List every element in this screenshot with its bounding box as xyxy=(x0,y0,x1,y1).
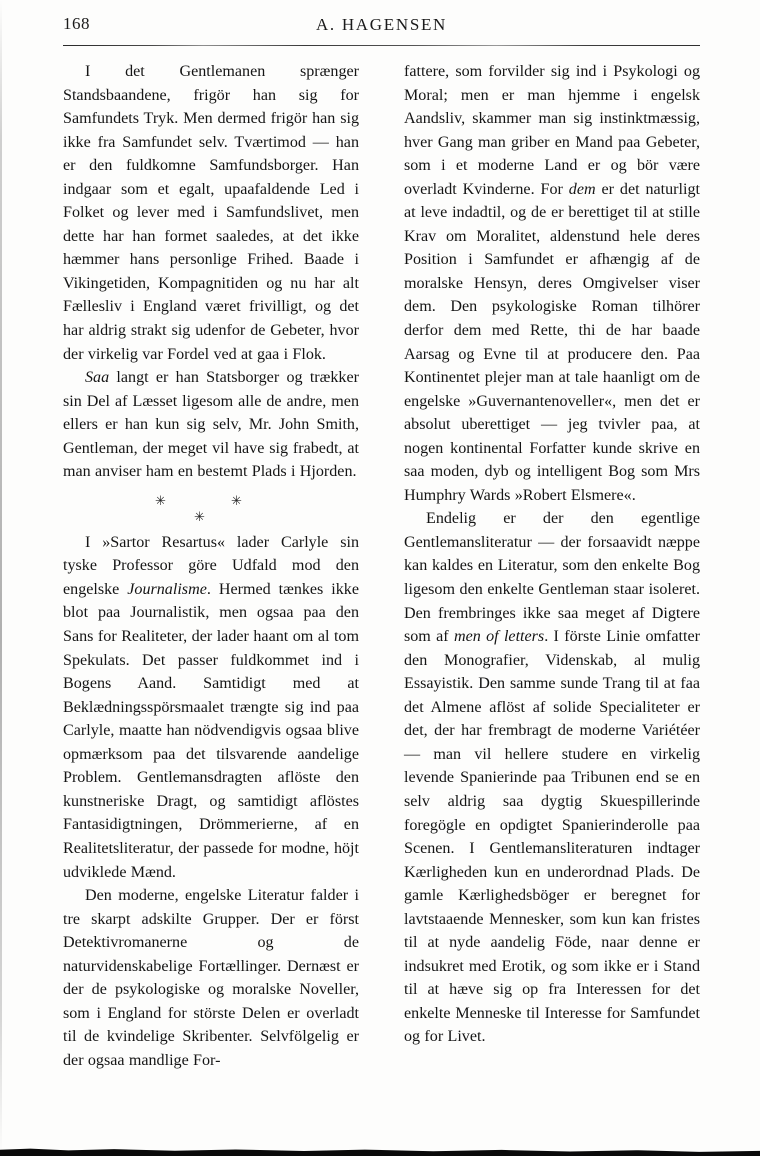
paragraph: Den moderne, engelske Literatur falder i tre skarpt adskilte Grupper. Der er först Detektivromanerne og de naturvidenskabelige Fortællinger. Dernæst er der de psykologiske og moralske Noveller, som i England for störste Delen er overladt til de kvindelige Skribenter. Selvfölgelig er der ogsaa mandlige For- xyxy=(63,887,359,1069)
paragraph: Saa langt er han Statsborger og trækker sin Del af Læsset ligesom alle de andre, men ellers er han kun sig selv, Mr. John Smith, Gentleman, der meget vil have sig frabedt, at man anviser ham en bestemt Plads i Hjorden. xyxy=(63,369,359,481)
scan-edge-left xyxy=(0,0,2,1156)
right-column xyxy=(404,60,700,1072)
emphasis-text: Journalisme xyxy=(127,580,207,598)
paragraph: I det Gentlemanen sprænger Standsbaandene, frigör han sig for Samfundets Tryk. Men dermed frigör han sig ikke fra Samfundet selv. Tværtimod — han er den fuldkomne Samfundsborger. Han indgaar som et egalt, upaafaldende Led i Folket og lever med i Samfundslivet, men dette har han formet saaledes, at det ikke hæmmer hans personlige Frihed. Baade i Vikingetiden, Kompagnitiden og nu har alt Fællesliv i England været frivilligt, og det har aldrig strakt sig udenfor de Gebeter, hvor der virkelig var Fordel ved at gaa i Flok. xyxy=(63,63,359,363)
left-column xyxy=(63,60,359,1072)
text-body xyxy=(63,60,700,1072)
running-title: A. HAGENSEN xyxy=(315,15,448,34)
running-header xyxy=(63,14,700,40)
paragraph: Endelig er der den egentlige Gentlemansliteratur — der forsaavidt næppe kan kaldes en Literatur, som den enkelte Bog ligesom den enkelte Gentleman staar isoleret. Den frembringes ikke saa meget af Digtere som af men of letters. I förste Linie omfatter den Monografier, Videnskab, al mulig Essayistik. Den samme sunde Trang til at faa det Almene aflöst af solide Specialiteter er det, der har frembragt de moderne Variétéer — man vil hellere studere en virkelig levende Spanierinde paa Tribunen end se en selv aldrig saa dygtig Skuespillerinde foregögle en opdigtet Spanierinderolle paa Scenen. I Gentlemansliteraturen indtager Kærligheden kun en underordnad Plads. De gamle Kærlighedsböger er beregnet for lavtstaaende Mennesker, som kun kan fristes til at nyde aandelig Föde, naar denne er indsukret med Erotik, og som ikke er i Stand til at hæve sig op fra Interessen for det enkelte Menneske til Interesse for Samfundet og for Livet. xyxy=(404,510,700,1046)
paragraph: fattere, som forvilder sig ind i Psykologi og Moral; men er man hjemme i engelsk Aandsliv, skammer man sig instinktmæssig, hver Gang man griber en Mand paa Gebeter, som i et moderne Land er og bör være overladt Kvinderne. For dem er det naturligt at leve indadtil, og de er berettiget til at stille Krav om Moralitet, aldenstund hele deres Position i Samfundet er afhængig af de moralske Hensyn, deres Omgivelser viser dem. Den psykologiske Roman tilhörer derfor dem med Rette, thi de har baade Aarsag og Evne til at producere den. Paa Kontinentet plejer man at tale haanligt om de engelske »Guvernantenoveller«, men det er absolut uberettiget — jeg tvivler paa, at nogen kontinental Forfatter kunde skrive en saa moden, dyb og intelligent Bog som Mrs Humphry Wards »Robert Elsmere«. xyxy=(404,63,700,504)
asterisk-icon: ✳ xyxy=(231,492,242,508)
page-number: 168 xyxy=(63,14,90,33)
emphasis-text: Saa xyxy=(85,369,110,387)
paragraph: I »Sartor Resartus« lader Carlyle sin tyske Professor göre Udfald mod den engelske Journalisme. Hermed tænkes ikke blot paa Journalistik, men ogsaa paa den Sans for Realiteter, der lader haant om al tom Spekulats. Det passer fuldkommet ind i Bogens Aand. Samtidigt med at Beklædningsspörsmaalet trængte sig ind paa Carlyle, maatte han nödvendigvis ogsaa blive opmærksom paa det tilsvarende aandelige Problem. Gentlemansdragten aflöste den kunstneriske Dragt, og samtidigt aflöstes Fantasidigtningen, Drömmerierne, af en Realitetsliteratur, der passede for modne, höjt udviklede Mænd. xyxy=(63,533,359,881)
emphasis-text: men of letters xyxy=(453,628,545,646)
asterisk-icon: ✳ xyxy=(194,508,205,524)
header-rule xyxy=(63,45,700,46)
asterisk-icon: ✳ xyxy=(155,492,166,508)
scan-edge-bottom xyxy=(0,1148,760,1156)
asterism-divider xyxy=(63,484,359,531)
emphasis-text: dem xyxy=(568,180,596,198)
